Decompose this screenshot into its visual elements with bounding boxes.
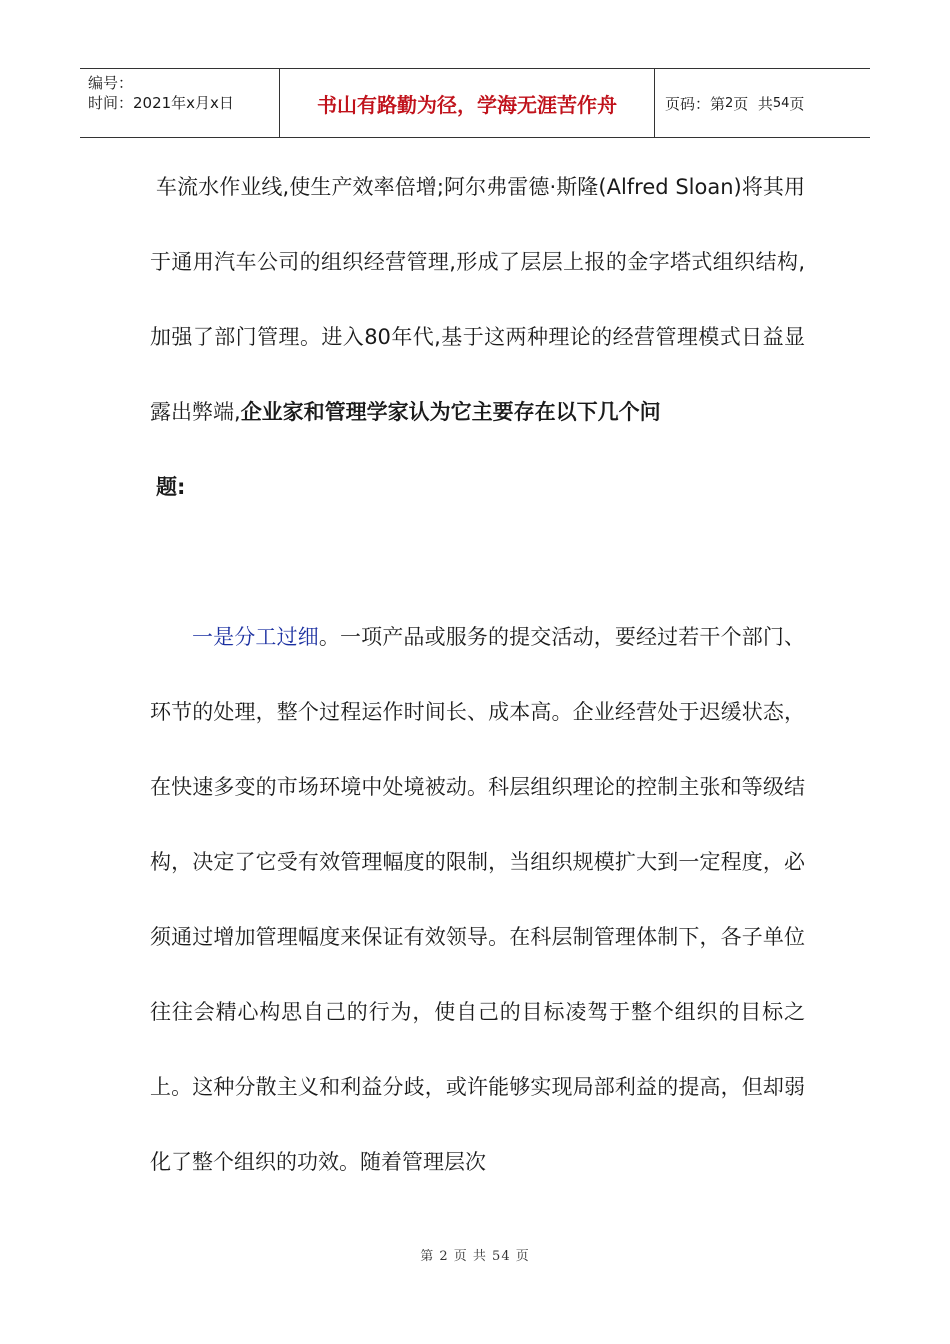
header-table	[80, 68, 870, 138]
paragraph-1-text: 车流水作业线,使生产效率倍增;阿尔弗雷德·斯隆(Alfred Sloan)将其用于通用汽车公司的组织经营管理,形成了层层上报的金字塔式组织结构,加强了部门管理。进入80年代,基于这两种理论的经营管理模式日益显露出弊端,	[150, 175, 805, 424]
header-motto: 书山有路勤为径，学海无涯苦作舟	[280, 69, 655, 137]
page-prefix: 页码：第	[665, 94, 726, 113]
paragraph-1	[150, 150, 805, 525]
paragraph-2	[150, 600, 805, 1200]
paragraph-2-lead: 一是分工过细	[192, 625, 319, 649]
doc-number-label: 编号：	[88, 74, 134, 92]
page-total: 54	[772, 95, 790, 111]
document-body	[150, 150, 805, 1200]
paragraph-1-bold-last: 题:	[156, 475, 186, 499]
page-mid: 页 共	[733, 94, 773, 113]
paragraph-2-text: 。一项产品或服务的提交活动，要经过若干个部门、环节的处理，整个过程运作时间长、成本高。企业经营处于迟缓状态，在快速多变的市场环境中处境被动。科层组织理论的控制主张和等级结构，决定了它受有效管理幅度的限制，当组织规模扩大到一定程度，必须通过增加管理幅度来保证有效领导。在科层制管理体制下，各子单位往往会精心构思自己的行为，使自己的目标凌驾于整个组织的目标之上。这种分散主义和利益分歧，或许能够实现局部利益的提高，但却弱化了整个组织的功效。随着管理层次	[150, 625, 806, 1174]
header-page-info	[655, 69, 870, 137]
page-current: 2	[725, 95, 734, 111]
doc-time-label: 时间：2021年x月x日	[88, 94, 234, 112]
page-footer: 第 2 页 共 54 页	[420, 1249, 530, 1264]
page-suffix: 页	[789, 94, 805, 113]
paragraph-1-bold: 企业家和管理学家认为它主要存在以下几个问	[240, 400, 661, 424]
header-meta	[80, 69, 280, 137]
